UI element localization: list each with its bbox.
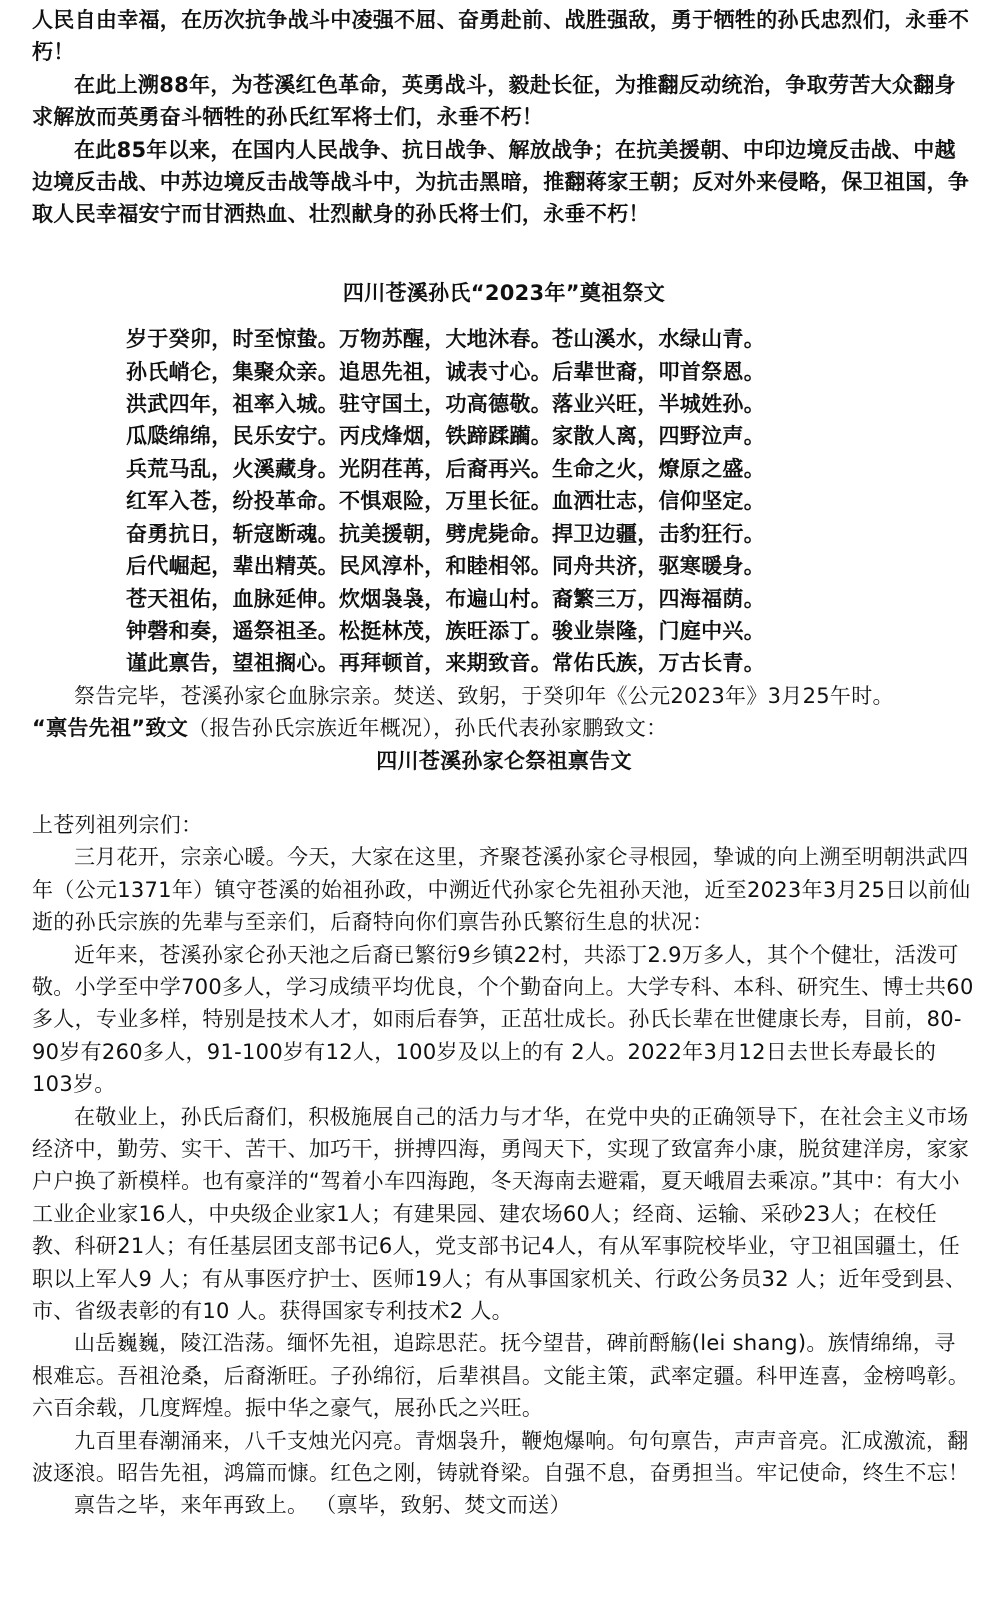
report-section — [32, 809, 976, 1522]
report-paragraph: 山岳巍巍，陵江浩荡。缅怀先祖，追踪思茫。抚今望昔，碑前酹觞(lei shang)。族情绵绵，寻根难忘。吾祖沧桑，后裔渐旺。子孙绵衍，后辈祺昌。文能主策，武率定疆。科甲连喜，金榜鸣彰。六百余载，几度辉煌。振中华之豪气，展孙氏之兴旺。 — [32, 1331, 970, 1421]
report-paragraph: 禀告之毕，来年再致上。 （禀毕，致躬、焚文而送） — [74, 1493, 571, 1518]
report-intro-note: （报告孙氏宗族近年概况），孙氏代表孙家鹏致文： — [188, 716, 668, 741]
prayer-line: 岁于癸卯，时至惊蛰。万物苏醒，大地沐春。苍山溪水，水绿山青。 — [126, 327, 765, 352]
prayer-line: 红军入苍，纷投革命。不惧艰险，万里长征。血洒壮志，信仰坚定。 — [126, 489, 765, 514]
prayer-title: 四川苍溪孙氏“2023年”奠祖祭文 — [342, 280, 666, 305]
opening-section — [32, 4, 976, 231]
report-intro-heading: “禀告先祖”致文 — [32, 716, 189, 741]
report-paragraph: 近年来，苍溪孙家仑孙天池之后裔已繁衍9乡镇22村，共添丁2.9万多人，其个个健壮，活泼可敬。小学至中学700多人，学习成绩平均优良，个个勤奋向上。大学专科、本科、研究生、博士共60多人，专业多样，特别是技术人才，如雨后春笋，正茁壮成长。孙氏长辈在世健康长寿，目前，80-90岁有260多人，91-100岁有12人，100岁及以上的有 2人。2022年3月12日去世长寿最长的103岁。 — [32, 942, 974, 1097]
prayer-line: 奋勇抗日，斩寇断魂。抗美援朝，劈虎毙命。捍卫边疆，击豹狂行。 — [126, 521, 765, 546]
prayer-line: 瓜瓞绵绵，民乐安宁。丙戌烽烟，铁蹄蹂躏。家散人离，四野泣声。 — [126, 424, 765, 449]
report-intro — [32, 712, 976, 744]
prayer-line: 钟磬和奏，遥祭祖圣。松挺林茂，族旺添丁。骏业崇隆，门庭中兴。 — [126, 618, 765, 643]
report-salutation: 上苍列祖列宗们： — [32, 812, 203, 837]
prayer-line: 洪武四年，祖率入城。驻守国土，功高德敬。落业兴旺，半城姓孙。 — [126, 392, 765, 417]
report-paragraph: 在敬业上，孙氏后裔们，积极施展自己的活力与才华，在党中央的正确领导下，在社会主义市场经济中，勤劳、实干、苦干、加巧干，拼搏四海，勇闯天下，实现了致富奔小康，脱贫建洋房，家家户户换了新模样。也有豪洋的“驾着小车四海跑，冬天海南去避霜，夏天峨眉去乘凉。”其中：有大小工业企业家16人，中央级企业家1人；有建果园、建农场60人；经商、运输、采砂23人；在校任教、科研21人；有任基层团支部书记6人，党支部书记4人，有从军事院校毕业，守卫祖国疆土，任职以上军人9 人；有从事医疗护士、医师19人；有从事国家机关、行政公务员32 人；近年受到县、市、省级表彰的有10 人。获得国家专利技术2 人。 — [32, 1104, 970, 1324]
opening-paragraph: 在此85年以来，在国内人民战争、抗日战争、解放战争；在抗美援朝、中印边境反击战、中越边境反击战、中苏边境反击战等战斗中，为抗击黑暗，推翻蒋家王朝；反对外来侵略，保卫祖国，争取人民幸福安宁而甘洒热血、壮烈献身的孙氏将士们，永垂不朽！ — [32, 137, 970, 227]
opening-paragraph: 人民自由幸福，在历次抗争战斗中凌强不屈、奋勇赴前、战胜强敌，勇于牺牲的孙氏忠烈们，永垂不朽！ — [32, 8, 970, 65]
prayer-closing: 祭告完毕，苍溪孙家仑血脉宗亲。焚送、致躬，于癸卯年《公元2023年》3月25午时。 — [74, 683, 894, 708]
report-title: 四川苍溪孙家仑祭祖禀告文 — [376, 748, 632, 773]
opening-paragraph: 在此上溯88年，为苍溪红色革命，英勇战斗，毅赴长征，为推翻反动统治，争取劳苦大众翻身求解放而英勇奋斗牺牲的孙氏红军将士们，永垂不朽！ — [32, 72, 956, 130]
prayer-line: 谨此禀告，望祖搁心。再拜顿首，来期致音。常佑氏族，万古长青。 — [126, 651, 765, 676]
prayer-line: 后代崛起，辈出精英。民风淳朴，和睦相邻。同舟共济，驱寒暖身。 — [126, 554, 765, 579]
prayer-line: 孙氏峭仑，集聚众亲。追思先祖，诚表寸心。后辈世裔，叩首祭恩。 — [126, 359, 765, 384]
prayer-line: 苍天祖佑，血脉延伸。炊烟袅袅，布遍山村。裔繁三万，四海福荫。 — [126, 586, 765, 611]
report-paragraph: 九百里春潮涌来，八千支烛光闪亮。青烟袅升，鞭炮爆响。句句禀告，声声音亮。汇成激流，翻波逐浪。昭告先祖，鸿篇而慷。红色之刚，铸就脊梁。自强不息，奋勇担当。牢记使命，终生不忘！ — [32, 1428, 970, 1486]
prayer-line: 兵荒马乱，火溪藏身。光阴荏苒，后裔再兴。生命之火，燎原之盛。 — [126, 456, 765, 481]
report-paragraph: 三月花开，宗亲心暖。今天，大家在这里，齐聚苍溪孙家仑寻根园，挚诚的向上溯至明朝洪武四年（公元1371年）镇守苍溪的始祖孙政，中溯近代孙家仑先祖孙天池，近至2023年3月25日以前仙逝的孙氏宗族的先辈与至亲们，后裔特向你们禀告孙氏繁衍生息的状况： — [32, 845, 971, 935]
prayer-section — [32, 277, 976, 777]
